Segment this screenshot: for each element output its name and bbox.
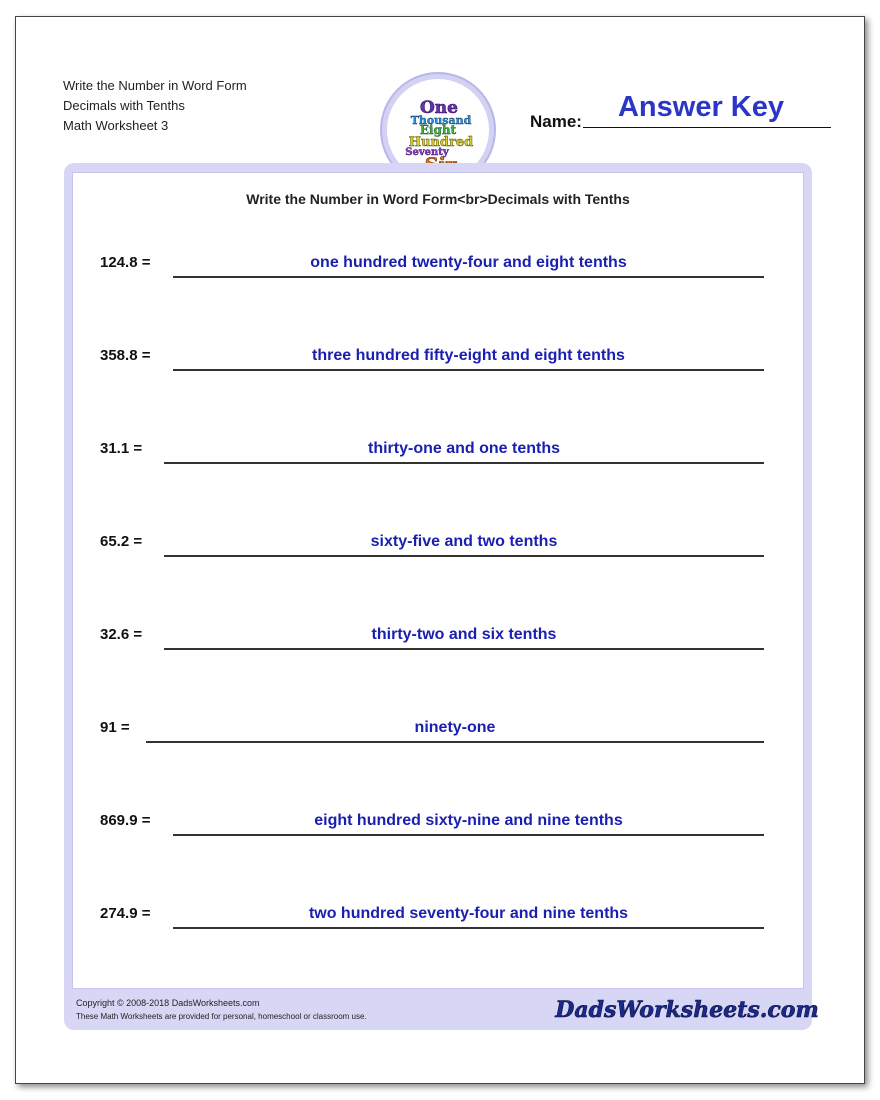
answer-line	[173, 369, 764, 371]
footer-copyright: Copyright © 2008-2018 DadsWorksheets.com	[76, 998, 260, 1008]
header-title: Write the Number in Word Form	[63, 78, 247, 93]
problem-number: 274.9 =	[100, 905, 151, 922]
problem-number: 31.1 =	[100, 440, 143, 457]
problem-answer: sixty-five and two tenths	[370, 533, 558, 550]
logo-word-eight: Eight	[419, 123, 457, 137]
header-worksheet-number: Math Worksheet 3	[63, 118, 169, 133]
problem-number: 124.8 =	[100, 254, 151, 271]
logo-word-seventy: Seventy	[405, 147, 449, 158]
header-subtitle: Decimals with Tenths	[63, 98, 185, 113]
answer-line	[164, 462, 764, 464]
name-label: Name:	[530, 112, 582, 131]
problem-number: 65.2 =	[100, 533, 143, 550]
problem-number: 91 =	[100, 719, 130, 736]
problem-number: 32.6 =	[100, 626, 143, 643]
problem-answer: thirty-one and one tenths	[368, 440, 560, 457]
problem-answer: two hundred seventy-four and nine tenths	[308, 905, 629, 922]
brand-wordmark: DadsWorksheets.com	[555, 997, 819, 1023]
problem-area	[72, 172, 804, 989]
logo-word-one: One	[420, 98, 458, 118]
problem-answer: thirty-two and six tenths	[371, 626, 557, 643]
worksheet-title: Write the Number in Word Form<br>Decimals with Tenths	[246, 191, 630, 207]
dadsworksheets-logo	[555, 990, 819, 1026]
logo-word-hundred: Hundred	[408, 135, 474, 150]
answer-line	[173, 927, 764, 929]
answer-line	[173, 276, 764, 278]
answer-line	[173, 834, 764, 836]
problem-answer: one hundred twenty-four and eight tenths	[310, 254, 627, 271]
answer-line	[164, 648, 764, 650]
answer-key-label: Answer Key	[617, 91, 784, 123]
problem-answer: ninety-one	[414, 719, 496, 736]
problem-answer: three hundred fifty-eight and eight tenths	[312, 347, 625, 364]
answer-line	[164, 555, 764, 557]
problem-answer: eight hundred sixty-nine and nine tenths	[314, 812, 623, 829]
problem-number: 869.9 =	[100, 812, 151, 829]
name-line	[583, 127, 831, 128]
footer-usage-note: These Math Worksheets are provided for personal, homeschool or classroom use.	[76, 1012, 367, 1021]
problem-number: 358.8 =	[100, 347, 151, 364]
answer-line	[146, 741, 764, 743]
logo-word-thousand: Thousand	[410, 114, 472, 127]
